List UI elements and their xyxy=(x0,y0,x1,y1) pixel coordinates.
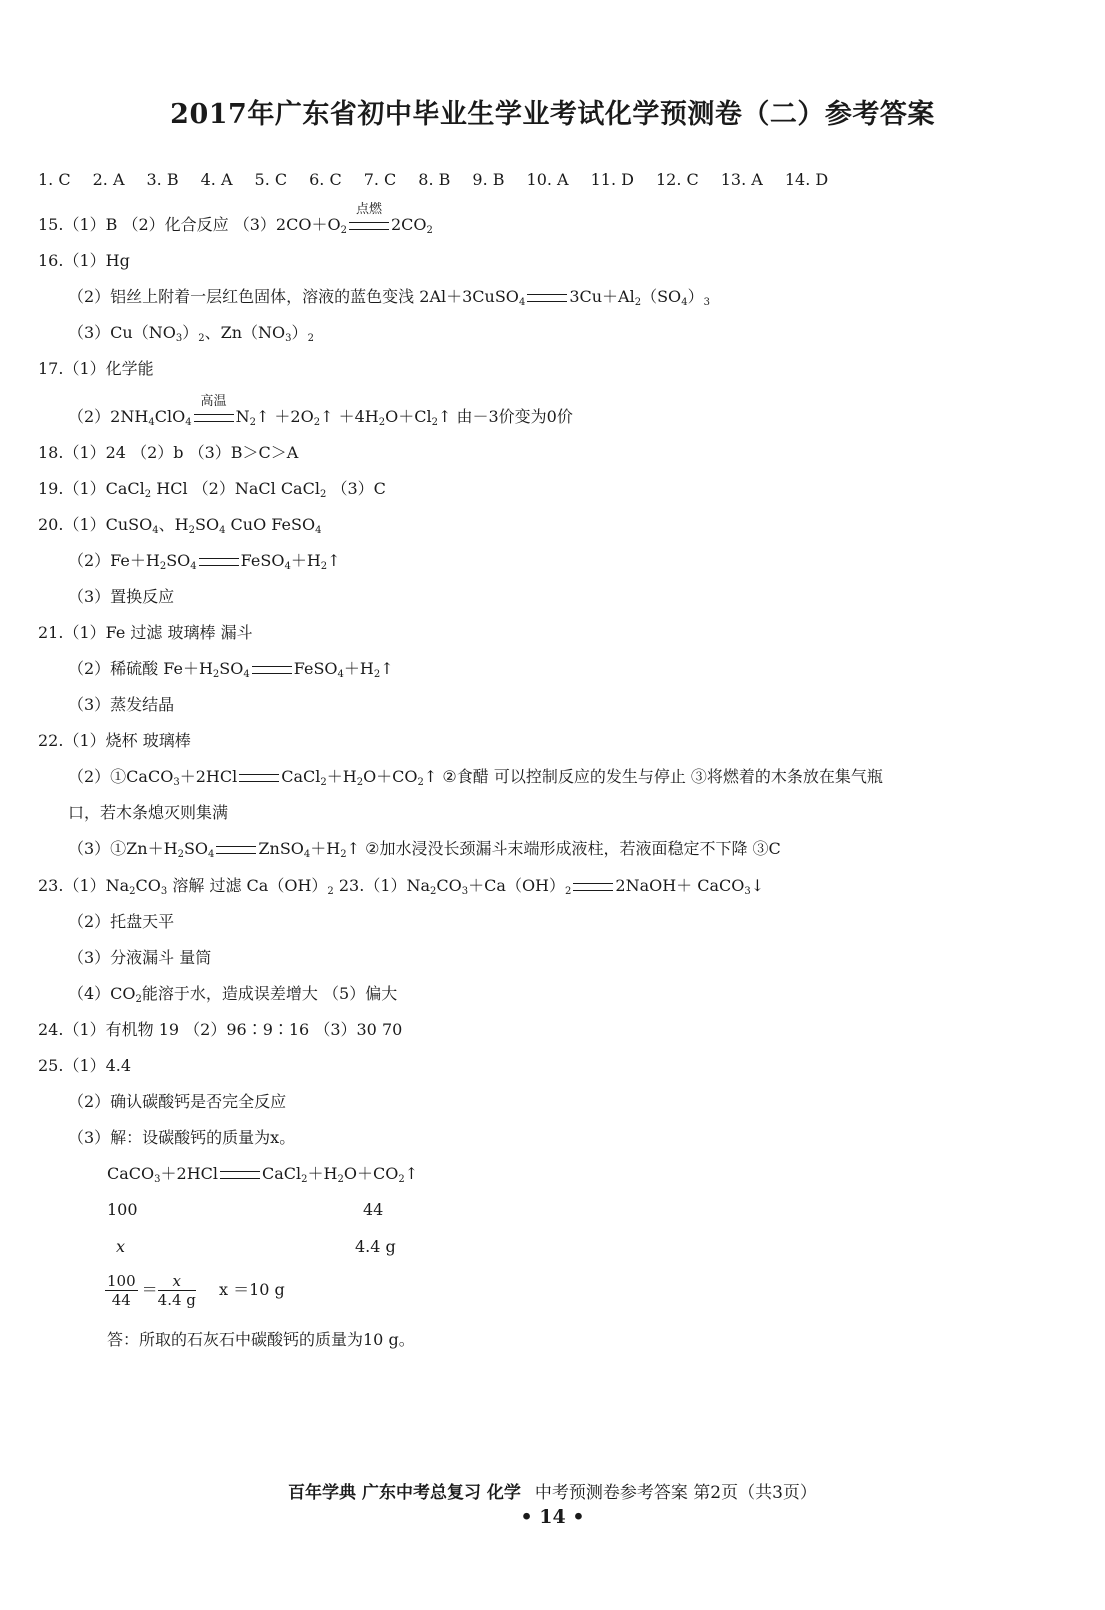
mc-answer: 10. A xyxy=(526,170,569,189)
q21-line-1: 21.（1）Fe 过滤 玻璃棒 漏斗 xyxy=(38,623,253,642)
q22-line-4: $(3)①Zn+H_2SO_4$ $ZnSO_4+H_2↑$ ②加水浸没长颈漏斗末端形成液柱，若液面稳定不下降 ③C xyxy=(68,839,781,860)
proportion: $\frac{100}{44}$ ＝ $\frac{x}{4.4 g}$ x ＝10 g xyxy=(107,1272,285,1309)
q21-line-2: （2）稀硫酸 $Fe+H_2SO_4$ $FeSO_4+H_2↑$ xyxy=(68,659,394,680)
mass-44: 44 xyxy=(363,1200,384,1219)
q20-line-3: （3）置换反应 xyxy=(68,587,175,606)
mc-answer: 4. A xyxy=(200,170,233,189)
q23-line-3: （3）分液漏斗 量筒 xyxy=(68,948,212,967)
q19-line: 19.（1）CaCl$_2$ HCl （2）NaCl CaCl$_2$ （3）C xyxy=(38,479,386,500)
mc-answer: 1. C xyxy=(38,170,71,189)
q17-line-2: $(2)2NH_4ClO_4$ 高温 $N_2↑$ $+2O_2↑$ $+4H_2O+Cl_2↑$ 由－3价变为0价 xyxy=(68,393,573,428)
unknown-x: x xyxy=(116,1237,126,1256)
page-number: • 14 • xyxy=(520,1506,585,1528)
reaction-arrow: 点燃 xyxy=(349,222,389,230)
q22-line-3: 口，若木条熄灭则集满 xyxy=(68,803,229,822)
q25-answer: 答：所取的石灰石中碳酸钙的质量为10 g。 xyxy=(107,1330,415,1349)
page-title: 2017年广东省初中毕业生学业考试化学预测卷（二）参考答案 xyxy=(170,99,935,130)
q21-line-3: （3）蒸发结晶 xyxy=(68,695,175,714)
q20-line-2: $(2)Fe+H_2SO_4$ $FeSO_4+H_2↑$ xyxy=(68,551,341,572)
mc-answer: 13. A xyxy=(720,170,763,189)
q17-line-1: 17.（1）化学能 xyxy=(38,359,154,378)
mc-answer: 6. C xyxy=(309,170,342,189)
q24-line: 24.（1）有机物 19 （2）96∶9∶16 （3）30 70 xyxy=(38,1020,403,1039)
q22-line-1: 22.（1）烧杯 玻璃棒 xyxy=(38,731,191,750)
q15-text: 15.（1）B （2）化合反应 （3）2CO＋O xyxy=(38,215,341,234)
q15-line: 15.（1）B （2）化合反应 $(3)2CO+O_2$ 点燃 $2CO_2$ xyxy=(38,201,433,236)
q23-line-1: $23.(1)Na_2CO_3$ 溶解 过滤 $Ca(OH)_2$ $23.(1)Na_2CO_3+Ca(OH)_2$ 2NaOH＋ CaCO$_3$↓ xyxy=(38,876,765,897)
mc-answer: 9. B xyxy=(472,170,505,189)
mc-answer: 3. B xyxy=(146,170,179,189)
q20-line-1: 20.（1）CuSO$_4$、$H_2SO_4$ CuO FeSO$_4$ xyxy=(38,515,322,536)
mass-4-4g: 4.4 g xyxy=(355,1237,396,1256)
mc-answer: 8. B xyxy=(418,170,451,189)
q25-line-1: 25.（1）4.4 xyxy=(38,1056,132,1075)
q16-line-2: （2）铝丝上附着一层红色固体，溶液的蓝色变浅 2Al＋3CuSO$_4$ $3Cu+Al_2(SO_4)_3$ xyxy=(68,287,710,308)
mc-answer: 7. C xyxy=(363,170,397,189)
mc-answer: 5. C xyxy=(254,170,288,189)
mc-answer: 14. D xyxy=(784,170,829,189)
mass-100: 100 xyxy=(107,1200,138,1219)
q25-line-2: （2）确认碳酸钙是否完全反应 xyxy=(68,1092,287,1111)
mc-answer: 12. C xyxy=(655,170,699,189)
mc-answer: 11. D xyxy=(590,170,634,189)
q16-line-3: $(3)Cu(NO_3)_2$、$Zn(NO_3)_2$ xyxy=(68,323,314,344)
q23-line-4: $(4)CO_2$能溶于水，造成误差增大 （5）偏大 xyxy=(68,984,398,1005)
mc-answer: 2. A xyxy=(92,170,125,189)
q25-line-3: （3）解：设碳酸钙的质量为x。 xyxy=(68,1128,296,1147)
q25-equation: CaCO$_3$＋2HCl $CaCl_2+H_2O+CO_2↑$ xyxy=(107,1164,419,1185)
multiple-choice-answers xyxy=(38,170,850,189)
q18-line: 18.（1）24 （2）b （3）B＞C＞A xyxy=(38,443,299,462)
q23-line-2: （2）托盘天平 xyxy=(68,912,175,931)
q16-line-1: 16.（1）Hg xyxy=(38,251,130,270)
page-footer: 百年学典 广东中考总复习 化学 中考预测卷参考答案 第2页（共3页） xyxy=(288,1483,817,1503)
q22-line-2: （2）①CaCO$_3$＋2HCl $CaCl_2+H_2O+CO_2↑$ ②食醋 可以控制反应的发生与停止 ③将燃着的木条放在集气瓶 xyxy=(68,767,883,788)
